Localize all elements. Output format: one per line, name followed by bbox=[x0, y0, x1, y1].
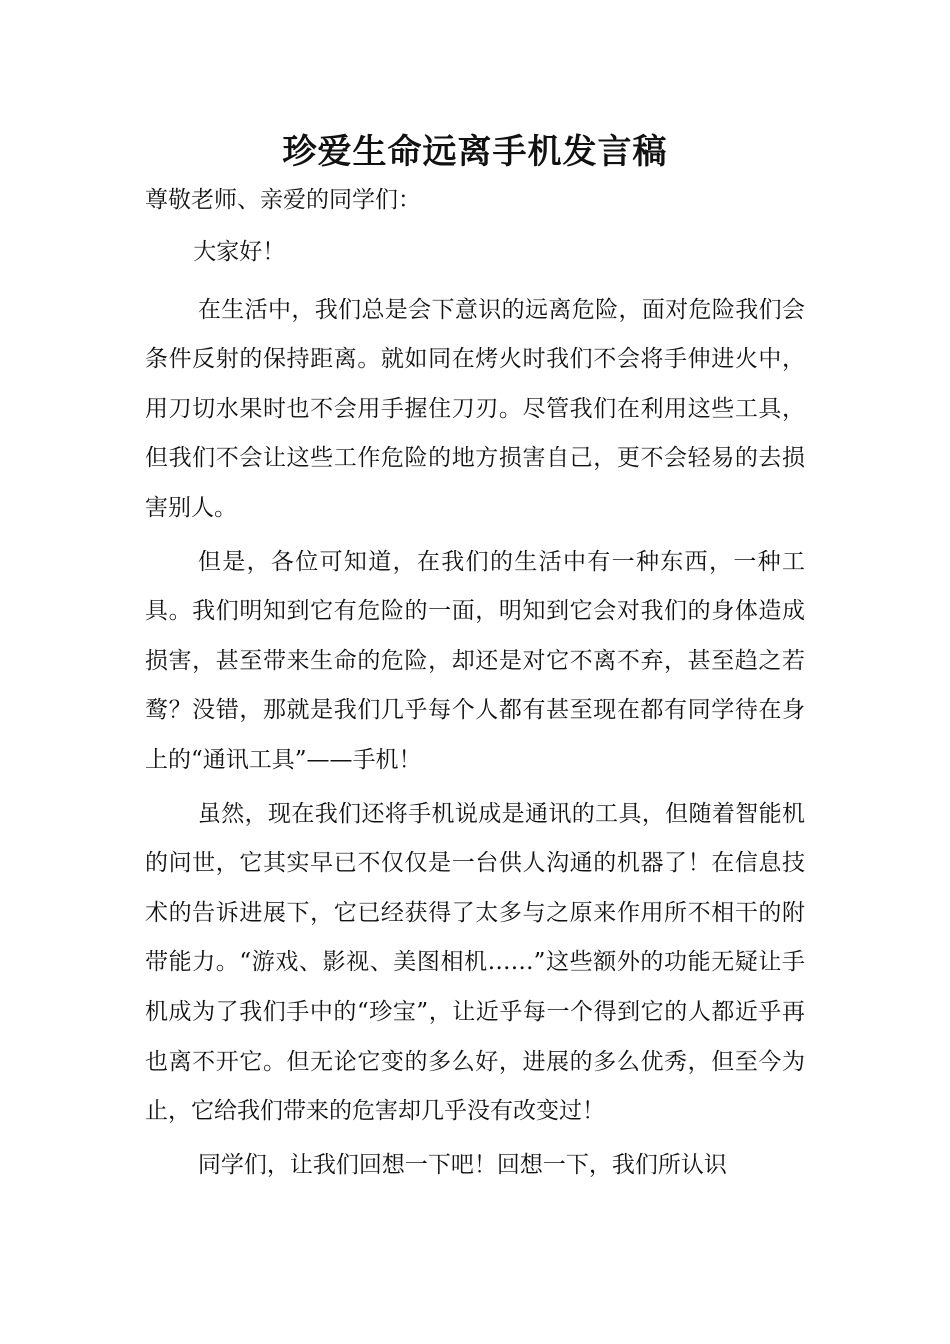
paragraph: 同学们，让我们回想一下吧！回想一下，我们所认识 bbox=[197, 1151, 727, 1178]
greeting: 大家好！ bbox=[193, 239, 286, 265]
document-title: 珍爱生命远离手机发言稿 bbox=[282, 132, 668, 172]
paragraph: 虽然，现在我们还将手机说成是通讯的工具，但随着智能机的问世，它其实早已不仅仅是一台供人沟通的机器了！在信息技术的告诉进展下，它已经获得了太多与之原来作用所不相干的附带能力。“游戏、影视、美图相机……”这些额外的功能无疑让手机成为了我们手中的“珍宝”，让近乎每一个得到它的人都近乎再也离不开它。但无论它变的多么好，进展的多么优秀，但至今为止，它给我们带来的危害却几乎没有改变过！ bbox=[145, 800, 805, 1125]
paragraph: 在生活中，我们总是会下意识的远离危险，面对危险我们会条件反射的保持距离。就如同在烤火时我们不会将手伸进火中，用刀切水果时也不会用手握住刀刃。尽管我们在利用这些工具，但我们不会让这些工作危险的地方损害自己，更不会轻易的去损害别人。 bbox=[145, 296, 805, 521]
paragraph: 但是，各位可知道，在我们的生活中有一种东西，一种工具。我们明知到它有危险的一面，明知到它会对我们的身体造成损害，甚至带来生命的危险，却还是对它不离不弃，甚至趋之若鹜？没错，那就是我们几乎每个人都有甚至现在都有同学待在身上的“通讯工具”——手机！ bbox=[145, 548, 805, 773]
document-body bbox=[145, 228, 805, 1194]
salutation: 尊敬老师、亲爱的同学们： bbox=[145, 187, 421, 213]
